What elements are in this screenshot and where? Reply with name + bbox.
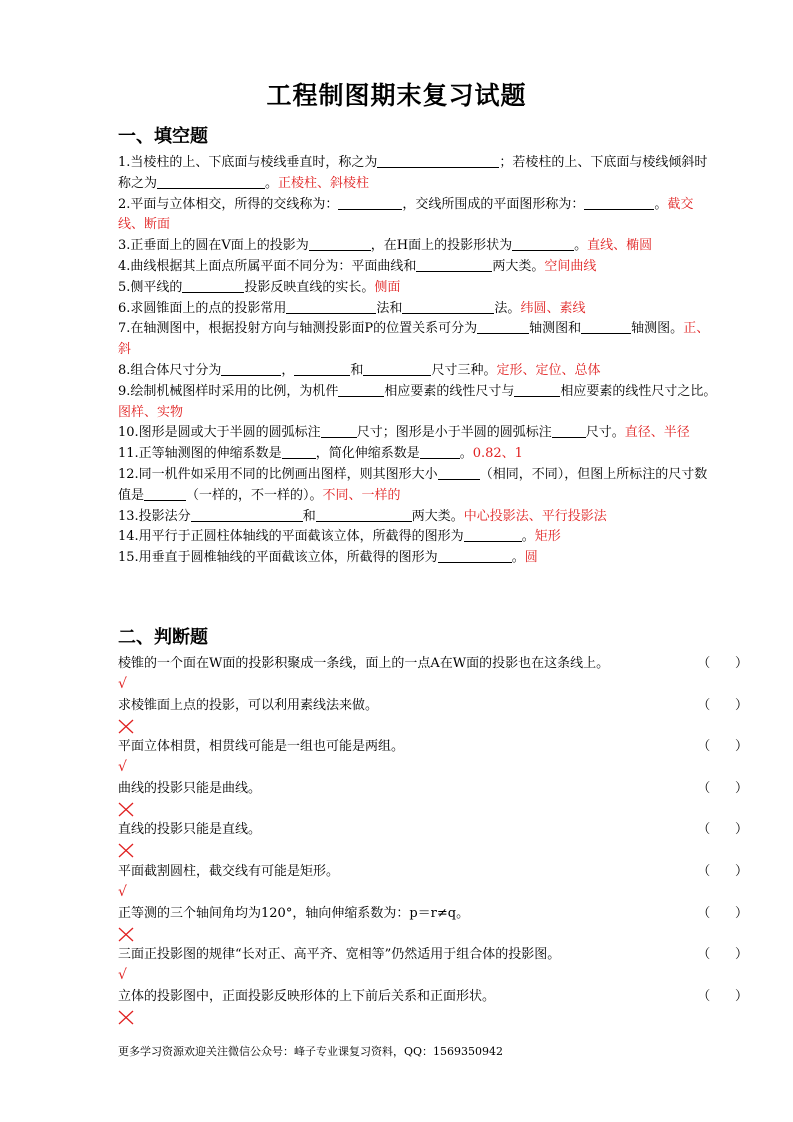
answer-blank xyxy=(402,300,494,314)
fill-question-14 xyxy=(118,527,718,548)
question-text: 直线的投影只能是直线。 xyxy=(118,822,262,838)
answer-blank xyxy=(552,424,586,438)
question-text: 两大类。 xyxy=(411,508,464,524)
answer-blank xyxy=(464,528,522,542)
answer-blank xyxy=(221,362,281,376)
answer-key: 图样、实物 xyxy=(118,404,184,420)
question-text: 14.用平行于正圆柱体轴线的平面截该立体，所截得的图形为 xyxy=(118,529,464,545)
answer-parentheses: （ ） xyxy=(697,863,748,879)
question-text: 。 xyxy=(459,446,473,462)
answer-blank xyxy=(282,445,316,459)
question-text: 9.绘制机械图样时采用的比例，为机件 xyxy=(118,383,339,399)
fill-question-10 xyxy=(118,423,718,444)
answer-blank xyxy=(581,320,631,334)
question-text: 5.侧平线的 xyxy=(118,279,183,295)
question-text: 尺寸；图形是小于半圆的圆弧标注 xyxy=(356,425,552,441)
answer-key: 空间曲线 xyxy=(544,258,597,274)
answer-blank xyxy=(416,258,492,272)
check-mark-icon: √ xyxy=(118,759,127,776)
question-text: 相应要素的线性尺寸之比。 xyxy=(560,383,717,399)
judge-question-4 xyxy=(118,779,748,821)
check-mark-icon: √ xyxy=(118,967,127,984)
question-text: 平面立体相贯，相贯线可能是一组也可能是两组。 xyxy=(118,739,405,755)
question-text: 相应要素的线性尺寸与 xyxy=(384,383,515,399)
judge-question-7 xyxy=(118,904,748,946)
page-title: 工程制图期末复习试题 xyxy=(266,81,527,110)
question-text: 7.在轴测图中，根据投射方向与轴测投影面P的位置关系可分为 xyxy=(118,321,478,337)
answer-blank xyxy=(182,279,244,293)
answer-parentheses: （ ） xyxy=(697,988,748,1004)
fill-question-12 xyxy=(118,465,718,507)
question-text: 1.当棱柱的上、下底面与棱线垂直时，称之为 xyxy=(118,155,378,170)
question-text: 尺寸三种。 xyxy=(431,362,497,378)
answer-parentheses: （ ） xyxy=(697,947,748,963)
question-text: 和 xyxy=(350,362,364,378)
question-text: 。 xyxy=(521,529,535,545)
question-text: ；若棱柱的上、下底面与棱线倾斜时称之为 xyxy=(118,155,708,191)
question-text: 求棱锥面上点的投影，可以利用素线法来做。 xyxy=(118,697,379,713)
answer-blank xyxy=(316,508,412,522)
fill-question-5 xyxy=(118,278,718,299)
question-text: 立体的投影图中，正面投影反映形体的上下前后关系和正面形状。 xyxy=(118,988,496,1004)
answer-blank xyxy=(294,362,350,376)
true-false-question-list xyxy=(118,654,748,1028)
question-text: 轴测图。 xyxy=(631,321,684,337)
answer-blank xyxy=(286,300,376,314)
question-text: 三面正投影图的规律“长对正、高平齐、宽相等”仍然适用于组合体的投影图。 xyxy=(118,947,561,963)
answer-key: 侧面 xyxy=(374,279,401,295)
fill-question-6 xyxy=(118,299,718,320)
answer-parentheses: （ ） xyxy=(697,739,748,755)
answer-parentheses: （ ） xyxy=(697,905,748,921)
judge-question-8 xyxy=(118,945,748,987)
question-text: 。 xyxy=(265,175,279,191)
question-text: 平面截割圆柱，截交线有可能是矩形。 xyxy=(118,863,340,879)
section-heading-true-false: 二、判断题 xyxy=(118,627,208,648)
question-text: 3.正垂面上的圆在V面上的投影为 xyxy=(118,238,309,254)
judge-question-1 xyxy=(118,654,748,696)
fill-question-15 xyxy=(118,548,718,569)
question-text: 。 xyxy=(654,196,668,212)
judge-question-6 xyxy=(118,862,748,904)
question-text: 8.组合体尺寸分为 xyxy=(118,362,222,378)
fill-question-3 xyxy=(118,236,718,257)
answer-key: 不同、一样的 xyxy=(322,487,401,503)
question-text: 15.用垂直于圆椎轴线的平面截该立体，所截得的图形为 xyxy=(118,550,438,566)
fill-in-question-list xyxy=(118,153,718,569)
check-mark-icon: √ xyxy=(118,883,127,900)
question-text: （相同，不同），但图上所标注的尺寸数值是 xyxy=(118,466,708,503)
question-text: 10.图形是圆或大于半圆的圆弧标注 xyxy=(118,425,321,441)
question-text: 12.同一机件如采用不同的比例画出图样，则其图形大小 xyxy=(118,466,438,482)
section-heading-fill-in: 一、填空题 xyxy=(118,126,208,147)
question-text: ， xyxy=(281,362,295,378)
answer-blank xyxy=(363,362,431,376)
answer-key: 正、斜 xyxy=(118,321,710,358)
question-text: 棱锥的一个面在W面的投影积聚成一条线，面上的一点A在W面的投影也在这条线上。 xyxy=(118,656,610,671)
answer-blank xyxy=(157,175,265,189)
question-text: 投影反映直线的实长。 xyxy=(244,279,375,295)
question-text: 尺寸。 xyxy=(585,425,625,441)
answer-key: 纬圆、素线 xyxy=(520,300,586,316)
answer-blank xyxy=(144,487,186,501)
answer-blank xyxy=(438,549,512,563)
answer-key: 矩形 xyxy=(534,529,561,545)
answer-parentheses: （ ） xyxy=(697,656,748,671)
question-text: 法和 xyxy=(376,300,403,316)
answer-blank xyxy=(321,424,357,438)
question-text: 2.平面与立体相交，所得的交线称为： xyxy=(118,196,339,212)
judge-question-5 xyxy=(118,820,748,862)
answer-parentheses: （ ） xyxy=(697,822,748,838)
question-text: 法。 xyxy=(494,300,521,316)
question-text: （一样的，不一样的）。 xyxy=(186,487,323,503)
answer-key: 直线、椭圆 xyxy=(587,238,653,254)
check-mark-icon: √ xyxy=(118,676,127,692)
judge-question-3 xyxy=(118,737,748,779)
answer-parentheses: （ ） xyxy=(697,780,748,796)
judge-question-2 xyxy=(118,696,748,738)
answer-blank xyxy=(420,445,460,459)
answer-blank xyxy=(191,508,303,522)
question-text: 11.正等轴测图的伸缩系数是 xyxy=(118,446,282,462)
question-text: 6.求圆锥面上的点的投影常用 xyxy=(118,300,287,316)
question-text: 4.曲线根据其上面点所属平面不同分为：平面曲线和 xyxy=(118,258,417,274)
fill-question-1 xyxy=(118,153,718,195)
question-text: ，简化伸缩系数是 xyxy=(315,446,420,462)
fill-question-2 xyxy=(118,195,718,237)
answer-parentheses: （ ） xyxy=(697,697,748,713)
answer-blank xyxy=(338,383,384,397)
answer-key: 圆 xyxy=(524,550,538,566)
question-text: ，交线所围成的平面图形称为： xyxy=(402,196,585,212)
question-text: 。 xyxy=(574,238,588,254)
answer-blank xyxy=(514,383,560,397)
footer-note: 更多学习资源欢迎关注微信公众号：峰子专业课复习资料，QQ：1569350942 xyxy=(118,1045,504,1058)
question-text: 两大类。 xyxy=(492,258,545,274)
answer-key: 定形、定位、总体 xyxy=(496,362,601,378)
question-text: 曲线的投影只能是曲线。 xyxy=(118,780,262,796)
question-text: 13.投影法分 xyxy=(118,508,191,524)
fill-question-4 xyxy=(118,257,718,278)
fill-question-9 xyxy=(118,382,718,424)
fill-question-11 xyxy=(118,444,718,465)
answer-blank xyxy=(338,196,402,210)
fill-question-13 xyxy=(118,507,718,528)
answer-key: 正棱柱、斜棱柱 xyxy=(278,175,370,191)
answer-blank xyxy=(309,237,371,251)
question-text: 。 xyxy=(511,550,525,566)
answer-key: 0.82、1 xyxy=(472,446,523,462)
judge-question-9 xyxy=(118,987,748,1029)
answer-blank xyxy=(512,237,574,251)
answer-key: 中心投影法、平行投影法 xyxy=(463,508,607,524)
question-text: 正等测的三个轴间角均为120°，轴向伸缩系数为：p＝r≠q。 xyxy=(118,905,470,921)
answer-blank xyxy=(377,154,499,168)
fill-question-8 xyxy=(118,361,718,382)
answer-key: 截交线、断面 xyxy=(118,196,694,233)
fill-question-7 xyxy=(118,319,718,361)
answer-blank xyxy=(477,320,529,334)
question-text: 轴测图和 xyxy=(529,321,582,337)
answer-blank xyxy=(438,466,480,480)
answer-key: 直径、半径 xyxy=(624,425,690,441)
question-text: ，在H面上的投影形状为 xyxy=(370,238,513,254)
answer-blank xyxy=(584,196,654,210)
question-text: 和 xyxy=(302,508,316,524)
